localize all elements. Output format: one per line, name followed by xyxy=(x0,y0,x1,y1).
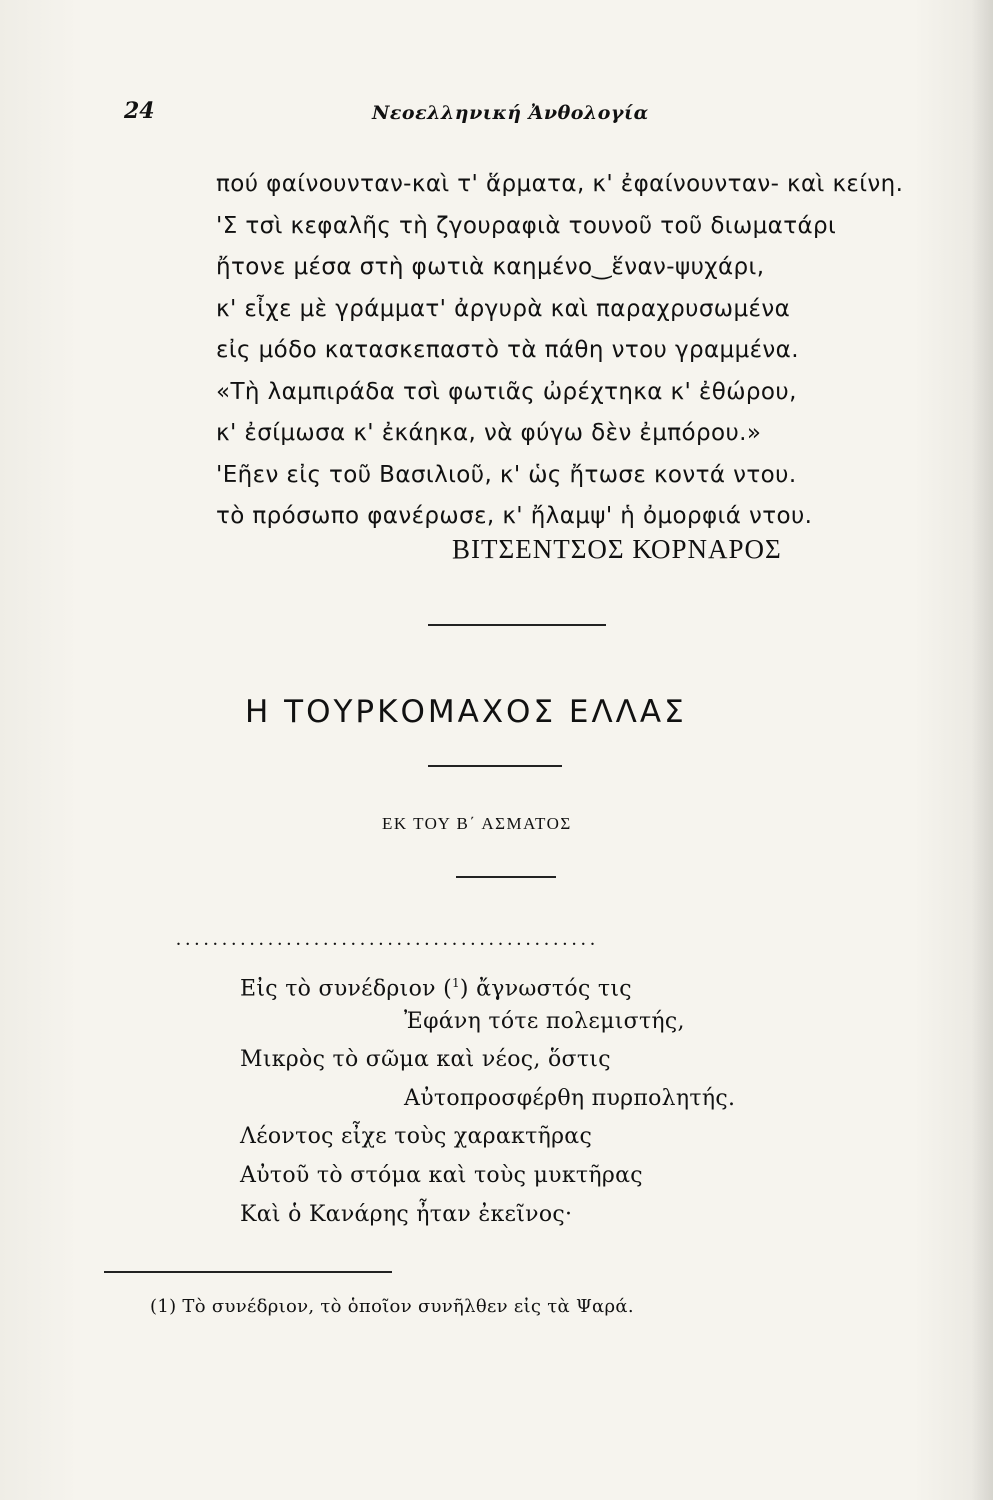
verse-line: κ' εἶχε μὲ γράμματ' ἀργυρὰ καὶ παραχρυσωμένα xyxy=(216,295,791,322)
poem-excerpt-tourkomachos xyxy=(240,964,940,1234)
verse-line: κ' ἐσίμωσα κ' ἐκάηκα, νὰ φύγω δὲν ἐμπόρου.» xyxy=(216,420,762,446)
verse-line: 'Σ τσὶ κεφαλῆς τὴ ζγουραφιὰ τουνοῦ τοῦ διωματάρι xyxy=(216,212,837,239)
poem-excerpt-erotokritos xyxy=(216,164,976,538)
verse-line: πού φαίνουνταν-καὶ τ' ἅρματα, κ' ἐφαίνουνταν- καὶ κείνη. xyxy=(216,171,904,197)
ellipsis-dots: .............................................. xyxy=(176,928,600,950)
verse-line: Λέοντος εἶχε τοὺς χαρακτῆρας xyxy=(240,1124,593,1150)
section-subtitle: ΕΚ ΤΟΥ Β΄ ΑΣΜΑΤΟΣ xyxy=(382,814,572,833)
separator-rule xyxy=(428,624,606,626)
separator-rule xyxy=(428,765,562,767)
poem-author: ΒΙΤΣΕΝΤΣΟΣ ΚΟΡΝΑΡΟΣ xyxy=(452,534,782,564)
verse-line: Καὶ ὁ Κανάρης ἦταν ἐκεῖνος· xyxy=(240,1201,573,1227)
verse-text: Εἰς τὸ συνέδριον ( xyxy=(240,976,452,1002)
footnote-rule xyxy=(104,1271,392,1273)
verse-text: ) ἄγνωστός τις xyxy=(459,976,632,1002)
verse-line: Αὐτοπροσφέρθη πυρπολητής. xyxy=(404,1085,736,1111)
page-header xyxy=(124,98,844,138)
section-title: Η ΤΟΥΡΚΟΜΑΧΟΣ ΕΛΛΑΣ xyxy=(245,694,687,730)
separator-rule xyxy=(456,876,556,878)
verse-line: εἰς μόδο κατασκεπαστὸ τὰ πάθη ντου γραμμένα. xyxy=(216,337,799,363)
verse-line: Αὐτοῦ τὸ στόμα καὶ τοὺς μυκτῆρας xyxy=(240,1162,643,1188)
footnote-marker: 1 xyxy=(451,976,460,990)
verse-line xyxy=(240,964,940,1003)
verse-line: Ἐφάνη τότε πολεμιστής, xyxy=(404,1008,685,1034)
verse-line: «Τὴ λαμπιράδα τσὶ φωτιᾶς ὠρέχτηκα κ' ἐθώρου, xyxy=(216,378,797,405)
verse-line: τὸ πρόσωπο φανέρωσε, κ' ἤλαμψ' ἡ ὀμορφιά ντου. xyxy=(216,503,813,529)
verse-line: Μικρὸς τὸ σῶμα καὶ νέος, ὅστις xyxy=(240,1047,611,1073)
page-number: 24 xyxy=(124,98,155,124)
footnote: (1) Τὸ συνέδριον, τὸ ὁποῖον συνῆλθεν εἰς τὰ Ψαρά. xyxy=(150,1296,634,1317)
verse-line: ἤτονε μέσα στὴ φωτιὰ καημένο‿ἕναν-ψυχάρι, xyxy=(216,254,765,280)
verse-line: 'Εῆεν εἰς τοῦ Βασιλιοῦ, κ' ὡς ἤτωσε κοντά ντου. xyxy=(216,461,797,488)
running-title: Νεοελληνική Ἀνθολογία xyxy=(372,102,649,124)
